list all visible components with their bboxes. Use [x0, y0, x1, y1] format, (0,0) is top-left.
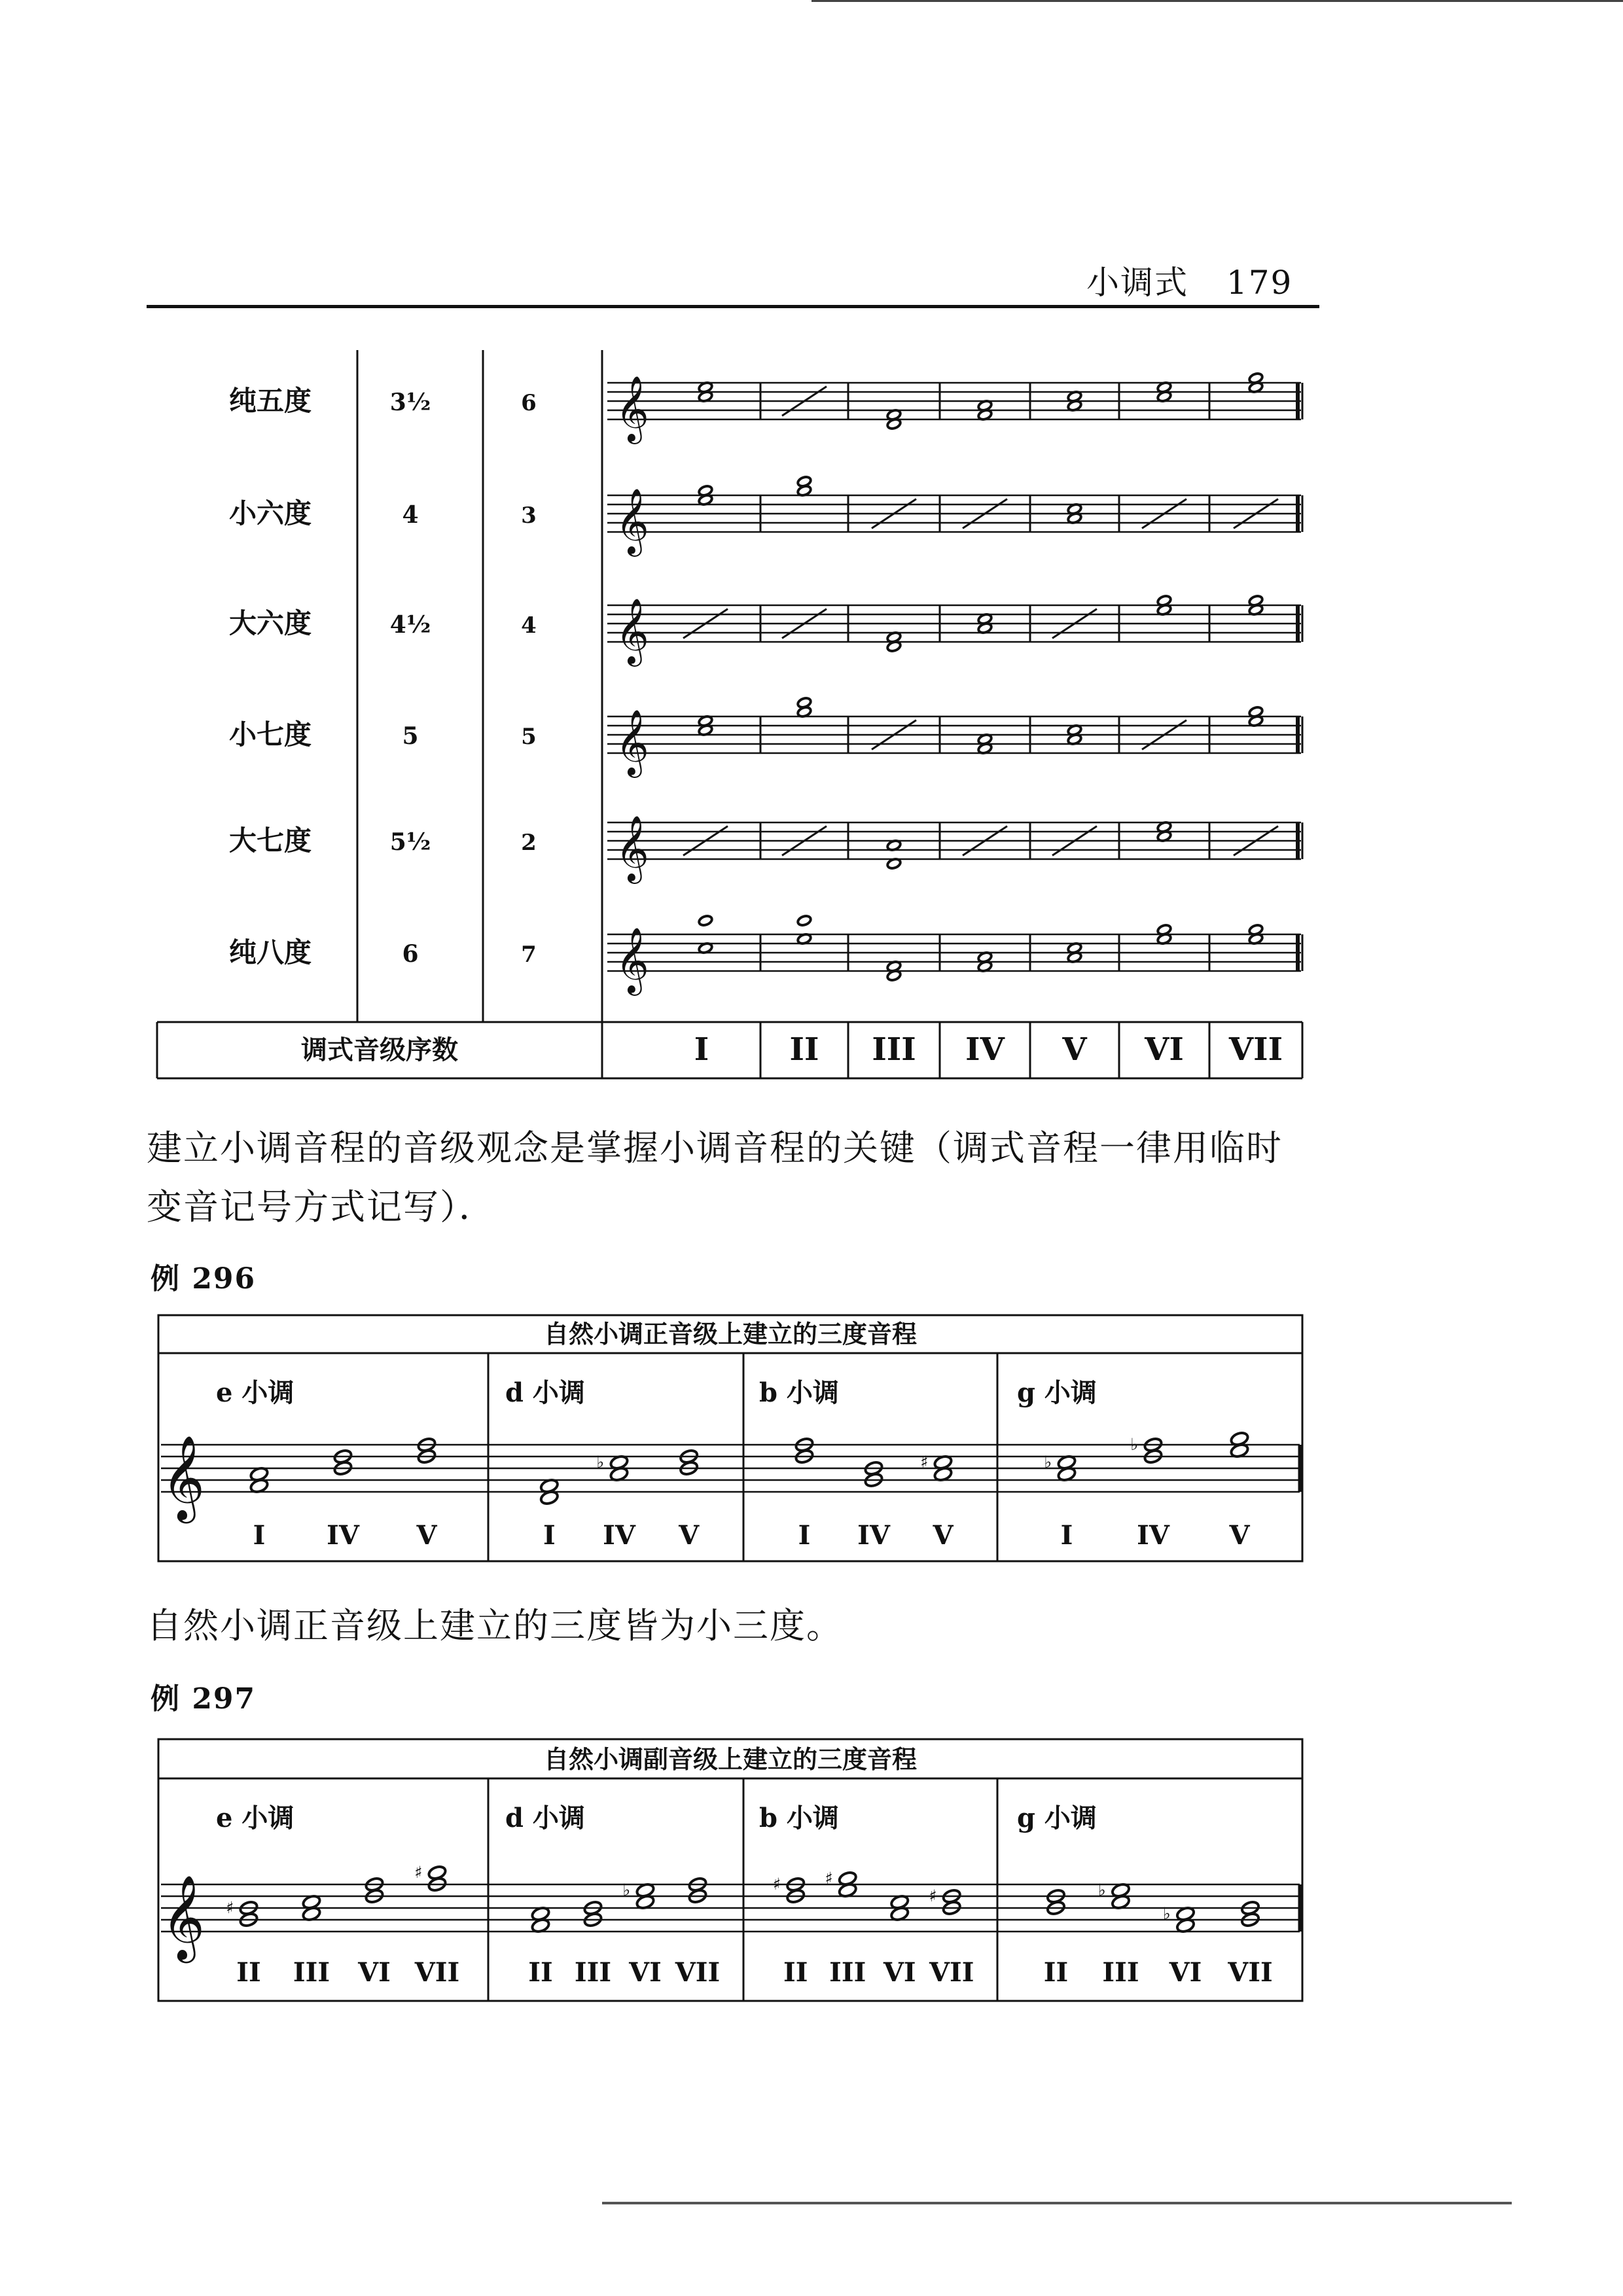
example-296-staff: [161, 1377, 1300, 1551]
treble-clef-icon: 𝄞: [615, 709, 649, 775]
key-label: d 小调: [505, 1803, 585, 1833]
example-296-table: [0, 1302, 1623, 1577]
section-title: 小调式: [1086, 264, 1188, 302]
degree-numeral: II: [528, 1957, 553, 1988]
interval-table: [0, 0, 1623, 1112]
flat-icon: ♭: [622, 1881, 631, 1900]
degree-numeral: VII: [414, 1957, 460, 1988]
tone-count: 3½: [389, 389, 431, 416]
degree-numeral: I: [253, 1520, 266, 1551]
flat-icon: ♭: [1130, 1435, 1139, 1455]
interval-rows: [229, 385, 537, 968]
interval-name: 纯八度: [228, 936, 312, 968]
degree-numeral: IV: [965, 1031, 1005, 1068]
key-label: b 小调: [759, 1803, 839, 1833]
staff-row: [607, 697, 1302, 778]
degree-numeral: IV: [857, 1520, 890, 1551]
sharp-icon: ♯: [226, 1898, 234, 1918]
degree-numeral: IV: [1137, 1520, 1169, 1551]
degree-numeral: I: [694, 1031, 709, 1068]
treble-clef-icon: 𝄞: [615, 927, 649, 993]
interval-note: [427, 1865, 447, 1881]
treble-clef-icon: 𝄞: [615, 375, 649, 442]
page-number: 179: [1226, 264, 1293, 302]
example-297-title: 自然小调副音级上建立的三度音程: [543, 1744, 918, 1774]
tone-count: 5: [402, 722, 419, 750]
interval-name: 大六度: [228, 607, 312, 639]
example-297-table: [0, 1727, 1623, 2002]
staff-row: [607, 595, 1302, 667]
degree-numeral: VI: [1169, 1957, 1202, 1988]
key-label: b 小调: [759, 1377, 839, 1408]
step-count: 6: [521, 390, 537, 416]
interval-name: 纯五度: [228, 385, 312, 417]
degree-numeral: I: [1060, 1520, 1073, 1551]
treble-clef-icon: 𝄞: [615, 487, 649, 554]
degree-numeral: IV: [603, 1520, 635, 1551]
interval-name: 大七度: [228, 824, 312, 857]
degree-numeral: V: [1229, 1520, 1250, 1551]
degree-footer-label: 调式音级序数: [301, 1034, 458, 1065]
treble-clef-icon: 𝄞: [162, 1435, 205, 1521]
example-staff: [161, 1863, 1300, 1964]
example-staff: [161, 1431, 1300, 1524]
interval-name: 小七度: [228, 718, 312, 751]
step-count: 3: [521, 503, 537, 529]
degree-numeral: II: [783, 1957, 808, 1988]
step-count: 5: [521, 724, 537, 750]
degree-numeral: III: [1102, 1957, 1139, 1988]
example-296-label: 例 296: [151, 1262, 257, 1296]
staff-row: [607, 476, 1302, 557]
step-count: 4: [521, 612, 537, 639]
degree-numeral: VI: [629, 1957, 662, 1988]
degree-numeral: II: [1043, 1957, 1069, 1988]
degree-numeral: V: [679, 1520, 700, 1551]
degree-numeral: II: [236, 1957, 261, 1988]
degree-numeral: IV: [327, 1520, 359, 1551]
treble-clef-icon: 𝄞: [615, 597, 649, 664]
key-label: g 小调: [1017, 1377, 1097, 1408]
chord-note: [698, 915, 713, 927]
degree-numeral: III: [574, 1957, 612, 1988]
key-label: e 小调: [216, 1377, 294, 1408]
staff-row: [607, 915, 1302, 996]
degree-numeral: III: [872, 1031, 916, 1068]
degree-numeral: VII: [1228, 1957, 1273, 1988]
interval-name: 小六度: [228, 497, 312, 529]
flat-icon: ♭: [1097, 1881, 1106, 1900]
degree-numeral: VII: [929, 1957, 974, 1988]
staff-row: [607, 815, 1302, 884]
degree-numeral: I: [543, 1520, 556, 1551]
chord-note: [796, 915, 812, 927]
degree-numeral: VI: [358, 1957, 391, 1988]
paragraph-2: 自然小调正音级上建立的三度皆为小三度。: [147, 1605, 843, 1646]
flat-icon: ♭: [596, 1453, 605, 1472]
tone-count: 6: [402, 940, 419, 968]
degree-footer: [694, 1031, 1283, 1068]
sharp-icon: ♯: [414, 1863, 423, 1882]
sharp-icon: ♯: [825, 1869, 833, 1888]
degree-numeral: I: [798, 1520, 811, 1551]
interval-staves: [607, 372, 1302, 996]
degree-numeral: VII: [1228, 1031, 1283, 1068]
degree-numeral: II: [789, 1031, 819, 1068]
key-label: e 小调: [216, 1803, 294, 1833]
key-label: g 小调: [1017, 1803, 1097, 1833]
degree-numeral: V: [1062, 1031, 1087, 1068]
degree-numeral: VI: [883, 1957, 916, 1988]
tone-count: 5½: [389, 828, 431, 856]
flat-icon: ♭: [1044, 1453, 1052, 1472]
step-count: 7: [521, 942, 537, 968]
tone-count: 4½: [389, 611, 431, 639]
treble-clef-icon: 𝄞: [162, 1875, 205, 1960]
example-296-title: 自然小调正音级上建立的三度音程: [543, 1319, 918, 1349]
sharp-icon: ♯: [920, 1453, 929, 1472]
flat-icon: ♭: [1162, 1904, 1171, 1924]
tone-count: 4: [402, 501, 419, 529]
example-297-label: 例 297: [151, 1682, 257, 1716]
treble-clef-icon: 𝄞: [615, 815, 649, 881]
degree-numeral: VI: [1145, 1031, 1184, 1068]
step-count: 2: [521, 830, 537, 856]
example-297-staff: [161, 1803, 1300, 1988]
staff-row: [607, 372, 1302, 444]
degree-numeral: III: [829, 1957, 866, 1988]
paragraph-1: 建立小调音程的音级观念是掌握小调音程的关键（调式音程一律用临时变音记号方式记写）．: [147, 1127, 1283, 1227]
sharp-icon: ♯: [929, 1886, 937, 1906]
sharp-icon: ♯: [772, 1875, 781, 1894]
key-label: d 小调: [505, 1377, 585, 1408]
degree-numeral: VII: [675, 1957, 721, 1988]
degree-numeral: V: [933, 1520, 954, 1551]
degree-numeral: III: [293, 1957, 330, 1988]
footer-scan-line: [602, 2202, 1512, 2204]
degree-numeral: V: [416, 1520, 437, 1551]
